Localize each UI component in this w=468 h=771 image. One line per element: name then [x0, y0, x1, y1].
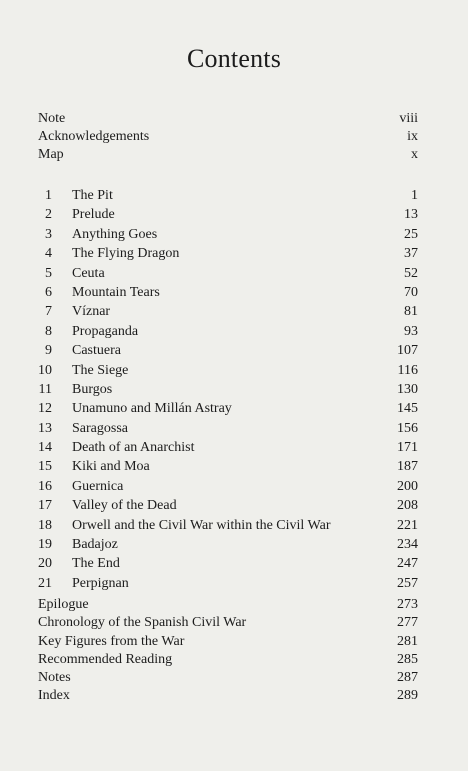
chapter-page: 37: [404, 246, 418, 262]
chapter-number: 3: [45, 226, 52, 242]
toc-entry-title: Acknowledgements: [38, 129, 150, 144]
toc-entry: [38, 110, 418, 128]
toc-entry-title: Chronology of the Spanish Civil War: [38, 615, 247, 631]
chapter-page: 25: [404, 226, 418, 242]
toc-entry: [38, 633, 418, 651]
chapter-title: Castuera: [72, 343, 121, 359]
chapter-page: 221: [397, 517, 418, 533]
toc-entry: [38, 669, 418, 687]
chapter-page: 70: [404, 284, 418, 300]
toc-entry-page: 285: [397, 651, 418, 667]
chapter-number: 6: [45, 284, 52, 300]
chapter-title: The End: [72, 556, 120, 572]
toc-entry: [38, 651, 418, 669]
chapter-number: 9: [45, 343, 52, 359]
chapter-number: 4: [45, 246, 52, 262]
chapter-entry: [38, 244, 418, 263]
chapter-title: Víznar: [72, 304, 111, 320]
chapter-page: 93: [404, 323, 418, 339]
chapter-number: 14: [38, 440, 52, 456]
chapter-number: 18: [38, 517, 52, 533]
chapter-page: 81: [404, 304, 418, 320]
chapter-title: Guernica: [72, 478, 124, 494]
toc-entry-page: 281: [397, 633, 418, 649]
toc-entry-title: Note: [38, 111, 66, 126]
toc-entry-page: 277: [397, 615, 418, 631]
chapter-page: 145: [397, 401, 418, 417]
chapter-entry: [38, 302, 418, 321]
chapter-entry: [38, 438, 418, 457]
chapter-title: Kiki and Moa: [72, 459, 150, 475]
toc-entry: [38, 687, 418, 705]
page-title: Contents: [186, 44, 282, 73]
chapter-page: 107: [397, 343, 418, 359]
chapter-page: 52: [404, 265, 418, 281]
chapter-page: 156: [397, 420, 418, 436]
chapter-title: Burgos: [72, 381, 113, 397]
chapter-number: 11: [38, 381, 52, 397]
chapter-number: 21: [38, 575, 52, 591]
chapter-title: Unamuno and Millán Astray: [72, 401, 232, 417]
chapter-entry: [38, 496, 418, 515]
chapter-number: 17: [38, 498, 52, 514]
chapter-entry: [38, 322, 418, 341]
toc-entry-page: x: [411, 147, 418, 162]
chapter-title: Propaganda: [72, 323, 139, 339]
toc-entry-page: 289: [397, 688, 418, 704]
chapter-entry: [38, 361, 418, 380]
front-matter-list: [38, 110, 418, 164]
chapter-entry: [38, 283, 418, 302]
chapter-entry: [38, 225, 418, 244]
chapter-entry: [38, 457, 418, 476]
chapter-page: 234: [397, 537, 418, 553]
chapter-entry: [38, 399, 418, 418]
chapter-page: 13: [404, 207, 418, 223]
chapter-number: 20: [38, 556, 52, 572]
toc-entry-title: Notes: [38, 670, 71, 686]
chapter-title: Orwell and the Civil War within the Civil War: [72, 517, 331, 533]
chapter-page: 171: [397, 440, 418, 456]
chapter-title: Perpignan: [72, 575, 129, 591]
chapter-title: Death of an Anarchist: [72, 440, 195, 456]
toc-entry-page: ix: [407, 129, 418, 144]
chapter-entry: [38, 477, 418, 496]
toc-entry-title: Key Figures from the War: [38, 633, 185, 649]
chapter-title: The Siege: [72, 362, 129, 378]
chapter-entry: [38, 574, 418, 593]
chapter-entry: [38, 419, 418, 438]
chapter-number: 19: [38, 537, 52, 553]
chapter-entry: [38, 516, 418, 535]
chapter-page: 257: [397, 575, 418, 591]
toc-entry: [38, 146, 418, 164]
chapter-entry: [38, 341, 418, 360]
back-matter-list: [38, 596, 418, 706]
chapter-entry: [38, 535, 418, 554]
chapter-page: 208: [397, 498, 418, 514]
chapter-list: [38, 186, 418, 593]
chapter-page: 187: [397, 459, 418, 475]
toc-entry: [38, 596, 418, 614]
chapter-title: Ceuta: [72, 265, 105, 281]
chapter-entry: [38, 205, 418, 224]
chapter-title: Badajoz: [72, 537, 118, 553]
chapter-title: Prelude: [72, 207, 115, 223]
chapter-page: 247: [397, 556, 418, 572]
chapter-title: The Flying Dragon: [72, 246, 180, 262]
chapter-title: Anything Goes: [72, 226, 158, 242]
chapter-title: Mountain Tears: [72, 284, 160, 300]
toc-entry: [38, 614, 418, 632]
chapter-number: 5: [45, 265, 52, 281]
toc-entry: [38, 128, 418, 146]
chapter-number: 1: [45, 188, 52, 203]
chapter-page: 200: [397, 478, 418, 494]
chapter-entry: [38, 264, 418, 283]
chapter-page: 116: [397, 362, 418, 378]
chapter-number: 2: [45, 207, 52, 223]
chapter-number: 12: [38, 401, 52, 417]
chapter-number: 7: [45, 304, 52, 320]
chapter-entry: [38, 554, 418, 573]
chapter-entry: [38, 186, 418, 205]
toc-entry-page: viii: [399, 111, 418, 126]
chapter-number: 10: [38, 362, 52, 378]
chapter-title: Valley of the Dead: [72, 498, 177, 514]
toc-entry-page: 287: [397, 670, 418, 686]
toc-entry-title: Epilogue: [38, 597, 89, 612]
chapter-page: 130: [397, 381, 418, 397]
toc-entry-title: Index: [38, 688, 70, 704]
toc-entry-page: 273: [397, 597, 418, 612]
chapter-title: Saragossa: [72, 420, 128, 436]
chapter-entry: [38, 380, 418, 399]
chapter-page: 1: [411, 188, 418, 203]
chapter-number: 13: [38, 420, 52, 436]
chapter-number: 15: [38, 459, 52, 475]
toc-entry-title: Map: [38, 147, 64, 162]
toc-entry-title: Recommended Reading: [38, 651, 173, 667]
chapter-title: The Pit: [72, 188, 113, 203]
chapter-number: 8: [45, 323, 52, 339]
chapter-number: 16: [38, 478, 52, 494]
